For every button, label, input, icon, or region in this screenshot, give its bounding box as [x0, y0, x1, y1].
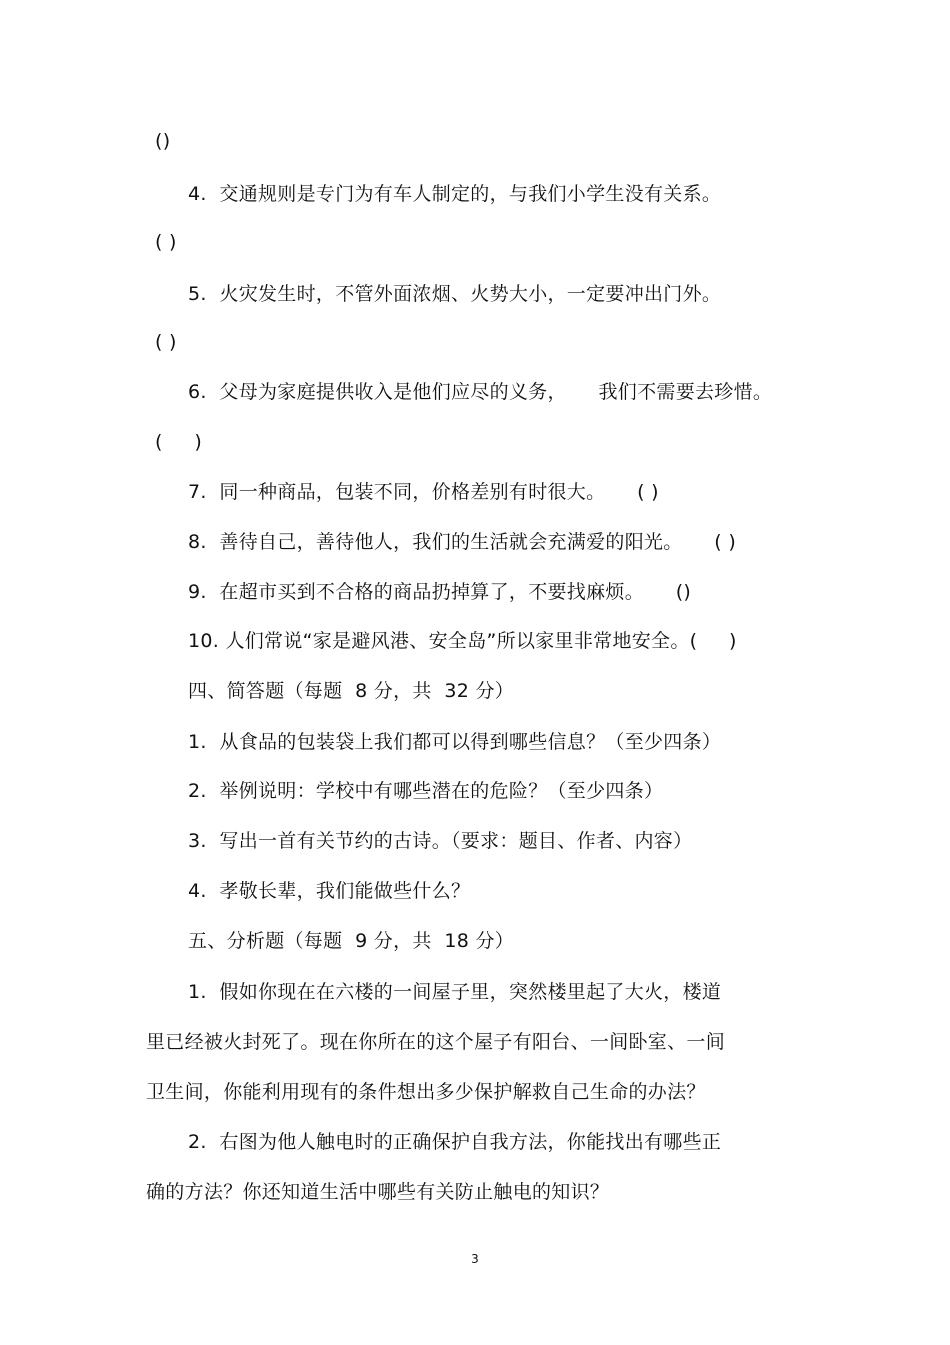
question-6: 6. 父母为家庭提供收入是他们应尽的义务， 我们不需要去珍惜。 — [188, 381, 773, 403]
question-10: 10. 人们常说“家是避风港、安全岛”所以家里非常地安全。( ) — [188, 630, 737, 652]
analysis-2-line-1: 2. 右图为他人触电时的正确保护自我方法，你能找出有哪些正 — [188, 1131, 722, 1153]
answer-blank-6: ( ) — [155, 431, 203, 453]
answer-blank-3: () — [155, 130, 171, 152]
section-heading-short-answer: 四、简答题（每题 8 分，共 32 分） — [188, 680, 515, 702]
short-answer-1: 1. 从食品的包装袋上我们都可以得到哪些信息？（至少四条） — [188, 731, 722, 753]
question-7: 7. 同一种商品，包装不同，价格差别有时很大。 ( ) — [188, 481, 659, 503]
analysis-1-line-2: 里已经被火封死了。现在你所在的这个屋子有阳台、一间卧室、一间 — [146, 1031, 726, 1053]
question-9: 9. 在超市买到不合格的商品扔掉算了，不要找麻烦。 () — [188, 581, 692, 603]
page-number: 3 — [471, 1252, 479, 1266]
answer-blank-5: ( ) — [155, 331, 177, 353]
question-8: 8. 善待自己，善待他人，我们的生活就会充满爱的阳光。 ( ) — [188, 531, 737, 553]
short-answer-4: 4. 孝敬长辈，我们能做些什么？ — [188, 880, 471, 902]
section-heading-analysis: 五、分析题（每题 9 分，共 18 分） — [188, 930, 515, 952]
analysis-1-line-3: 卫生间，你能利用现有的条件想出多少保护解救自己生命的办法？ — [146, 1081, 706, 1103]
question-4: 4. 交通规则是专门为有车人制定的，与我们小学生没有关系。 — [188, 183, 722, 205]
short-answer-3: 3. 写出一首有关节约的古诗。（要求：题目、作者、内容） — [188, 830, 693, 852]
question-5: 5. 火灾发生时，不管外面浓烟、火势大小，一定要冲出门外。 — [188, 283, 722, 305]
short-answer-2: 2. 举例说明：学校中有哪些潜在的危险？（至少四条） — [188, 780, 664, 802]
analysis-1-line-1: 1. 假如你现在在六楼的一间屋子里，突然楼里起了大火，楼道 — [188, 981, 722, 1003]
answer-blank-4: ( ) — [155, 231, 177, 253]
analysis-2-line-2: 确的方法？你还知道生活中哪些有关防止触电的知识？ — [146, 1181, 610, 1203]
